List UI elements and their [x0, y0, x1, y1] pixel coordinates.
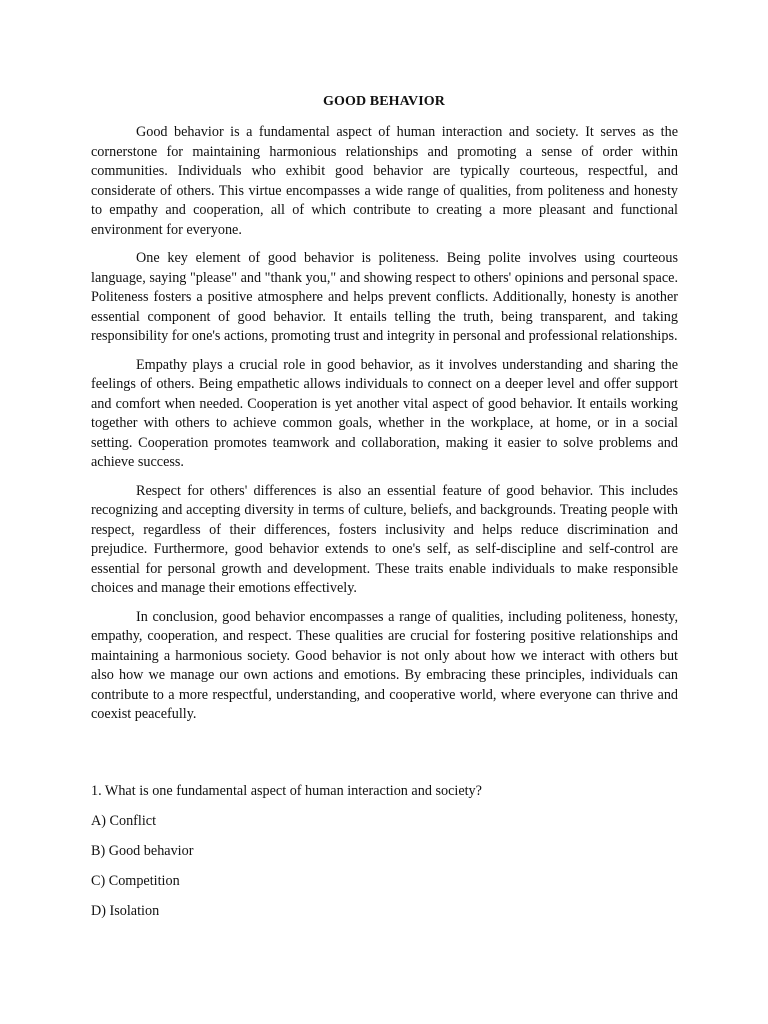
document-title: GOOD BEHAVIOR: [322, 94, 445, 109]
paragraph-2: One key element of good behavior is politeness. Being polite involves using courteous language, saying "please" and "thank you," and showing respect to others' opinions and personal space. Politeness fosters a positive atmosphere and helps prevent conflicts. Additionally, honesty is another essential component of good behavior. It entails telling the truth, being transparent, and taking responsibility for one's actions, promoting trust and integrity in personal and professional relationships.: [91, 250, 678, 344]
question-text: 1. What is one fundamental aspect of human interaction and society?: [91, 783, 482, 799]
paragraph-5: In conclusion, good behavior encompasses a range of qualities, including politeness, honesty, empathy, cooperation, and respect. These qualities are crucial for fostering positive relationships and maintaining a harmonious society. Good behavior is not only about how we interact with others but also how we manage our own actions and emotions. By embracing these principles, individuals can contribute to a more respectful, understanding, and cooperative world, where everyone can thrive and coexist peacefully.: [91, 608, 678, 722]
option-a: A) Conflict: [91, 813, 157, 829]
option-d: D) Isolation: [91, 903, 160, 919]
document-body: [91, 123, 678, 734]
paragraph-4: Respect for others' differences is also an essential feature of good behavior. This includes recognizing and accepting diversity in terms of culture, beliefs, and backgrounds. Treating people with respect, regardless of their differences, fosters inclusivity and helps reduce discrimination and prejudice. Furthermore, good behavior extends to one's self, as self-discipline and self-control are essential for personal growth and development. These traits enable individuals to make responsible choices and manage their emotions effectively.: [91, 482, 678, 596]
option-b: B) Good behavior: [91, 843, 194, 859]
option-c: C) Competition: [91, 873, 180, 889]
question-block: [91, 782, 678, 932]
paragraph-1: Good behavior is a fundamental aspect of human interaction and society. It serves as the cornerstone for maintaining harmonious relationships and promoting a sense of order within communities. Individuals who exhibit good behavior are typically courteous, respectful, and considerate of others. This virtue encompasses a wide range of qualities, from politeness and honesty to empathy and cooperation, all of which contribute to creating a more pleasant and functional environment for everyone.: [91, 124, 678, 238]
paragraph-3: Empathy plays a crucial role in good behavior, as it involves understanding and sharing the feelings of others. Being empathetic allows individuals to connect on a deeper level and offer support and comfort when needed. Cooperation is yet another vital aspect of good behavior. It entails working together with others to achieve common goals, whether in the workplace, at home, or in a social setting. Cooperation promotes teamwork and collaboration, making it easier to solve problems and achieve success.: [91, 356, 678, 470]
